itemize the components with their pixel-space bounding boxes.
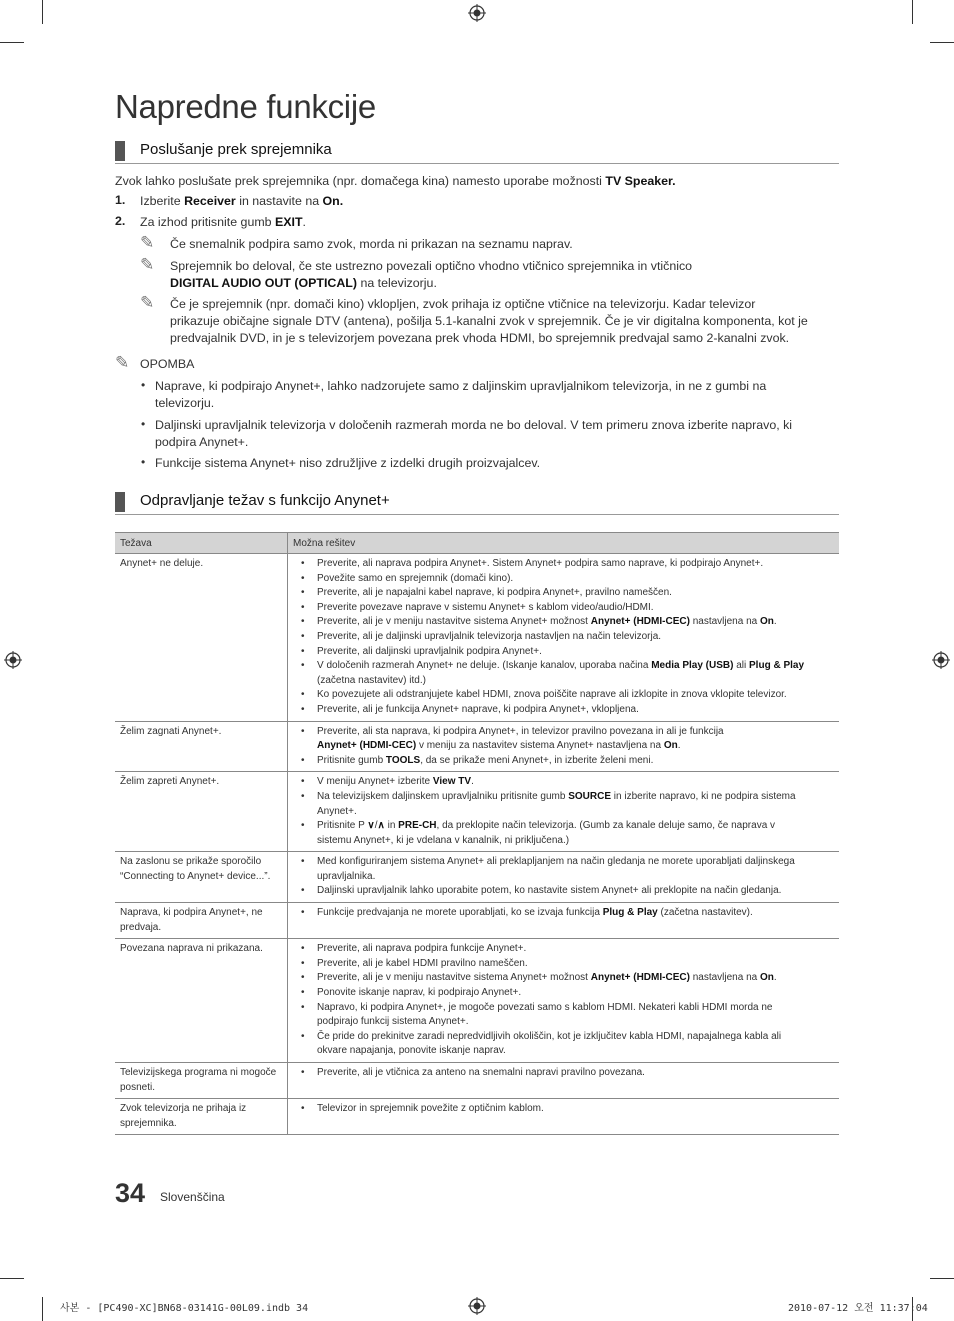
step-text-bold: On. bbox=[322, 194, 344, 208]
registration-mark-icon bbox=[468, 4, 486, 22]
step-text-part: in nastavite na bbox=[235, 194, 323, 208]
solution-cell bbox=[288, 1099, 840, 1135]
column-header: Težava bbox=[115, 533, 288, 554]
note-text: Sprejemnik bo deloval, če ste ustrezno povezali optično vhodno vtičnico sprejemnika in vtičnico bbox=[170, 259, 693, 273]
list-item: • Daljinski upravljalnik lahko uporabite potem, ko nastavite sistem Anynet+ ali preklopite na način gledanja. bbox=[293, 884, 834, 899]
page-number: 34 bbox=[115, 1178, 146, 1208]
problem-cell: Naprava, ki podpira Anynet+, ne predvaja. bbox=[115, 903, 288, 939]
bullet-dot: • bbox=[301, 725, 305, 737]
crop-mark bbox=[0, 42, 24, 43]
pencil-note-icon: ✎ bbox=[140, 233, 155, 252]
list-item: • V določenih razmerah Anynet+ ne deluje. (Iskanje kanalov, uporaba načina Media Play (USB) ali Plug & Play (začetna nastavitev) itd.) bbox=[301, 660, 805, 686]
bullet-dot: • bbox=[141, 378, 146, 392]
list-item: • Na televizijskem daljinskem upravljalniku pritisnite gumb SOURCE in izberite napravo, ki ne podpira sistema Anynet+. bbox=[301, 790, 796, 817]
solution-cell bbox=[288, 903, 840, 939]
problem-cell: Na zaslonu se prikaže sporočilo “Connecting to Anynet+ device...”. bbox=[115, 852, 288, 903]
bullet-dot: • bbox=[301, 790, 305, 802]
bullet-text: Naprave, ki podpirajo Anynet+, lahko nadzorujete samo z daljinskim upravljalnikom televizorja, in ne z gumbi na bbox=[155, 379, 767, 393]
registration-mark-icon bbox=[932, 651, 950, 669]
bullet-dot: • bbox=[301, 587, 305, 599]
list-item: • Funkcije predvajanja ne morete uporabljati, ko se izvaja funkcija Plug & Play (začetna nastavitev). bbox=[293, 906, 834, 921]
column-header: Možna rešitev bbox=[288, 533, 840, 554]
list-item: • Preverite, ali naprava podpira Anynet+. Sistem Anynet+ podpira samo naprave, ki podpirajo Anynet+. bbox=[293, 557, 834, 572]
list-item: • Med konfiguriranjem sistema Anynet+ ali preklapljanjem na način gledanja ne morete uporabljati daljinskega upravljalnika. bbox=[301, 856, 795, 882]
list-item: • Preverite, ali je vtičnica za anteno na snemalni napravi pravilno povezana. bbox=[293, 1066, 834, 1081]
solution-cell bbox=[288, 939, 840, 1063]
crop-mark bbox=[42, 1297, 43, 1321]
note-text: Če snemalnik podpira samo zvok, morda ni prikazan na seznamu naprav. bbox=[170, 237, 573, 251]
list-item: • Če pride do prekinitve zaradi nepredvidljivih okoliščin, kot je izključitev kabla HDMI, napajalnega kabla ali okvare napajanja, ponovite iskanje naprav. bbox=[301, 1030, 782, 1057]
bullet-dot: • bbox=[301, 776, 305, 788]
bullet-dot: • bbox=[301, 703, 305, 715]
section-bar bbox=[115, 141, 125, 161]
pencil-note-icon: ✎ bbox=[115, 353, 130, 372]
problem-cell: Televizijskega programa ni mogoče posneti. bbox=[115, 1063, 288, 1099]
solution-cell bbox=[288, 1063, 840, 1099]
bullet-text: Funkcije sistema Anynet+ niso združljive z izdelki drugih proizvajalcev. bbox=[155, 456, 541, 470]
list-item: • Pritisnite gumb TOOLS, da se prikaže meni Anynet+, in izberite želeni meni. bbox=[293, 754, 834, 769]
bullet-dot: • bbox=[301, 689, 305, 701]
step-number: 1. bbox=[115, 193, 126, 207]
bullet-text: Daljinski upravljalnik televizorja v določenih razmerah morda ne bo deloval. V tem primeru znova izberite napravo, ki bbox=[155, 418, 793, 432]
section-bar bbox=[115, 492, 125, 512]
intro-text: Zvok lahko poslušate prek sprejemnika (npr. domačega kina) namesto uporabe možnosti bbox=[115, 174, 606, 188]
step-text-bold: Receiver bbox=[184, 194, 236, 208]
section-heading-text: Odpravljanje težav s funkcijo Anynet+ bbox=[140, 492, 390, 509]
list-item: • Preverite, ali je daljinski upravljalnik televizorja nastavljen na način televizorja. bbox=[293, 630, 834, 645]
table-row bbox=[115, 721, 839, 772]
bullet-dot: • bbox=[301, 820, 305, 832]
bullet-dot: • bbox=[301, 907, 305, 919]
step-text bbox=[140, 193, 343, 210]
registration-mark-icon bbox=[468, 1297, 486, 1315]
solution-cell bbox=[288, 554, 840, 722]
bullet-dot: • bbox=[301, 957, 305, 969]
list-item: • Televizor in sprejemnik povežite z optičnim kablom. bbox=[293, 1102, 834, 1117]
note-bold: DIGITAL AUDIO OUT (OPTICAL) bbox=[170, 276, 357, 290]
bullet-dot: • bbox=[141, 455, 146, 469]
list-item: • V meniju Anynet+ izberite View TV. bbox=[293, 775, 834, 790]
solution-cell bbox=[288, 721, 840, 772]
bullet-dot: • bbox=[301, 1103, 305, 1115]
bullet-dot: • bbox=[301, 885, 305, 897]
pencil-note-icon: ✎ bbox=[140, 293, 155, 312]
bullet-dot: • bbox=[301, 601, 305, 613]
intro-paragraph bbox=[115, 173, 676, 190]
list-item: • Preverite, ali je funkcija Anynet+ naprave, ki podpira Anynet+, vklopljena. bbox=[293, 703, 834, 718]
registration-mark-icon bbox=[4, 651, 22, 669]
table-row bbox=[115, 1063, 839, 1099]
list-item: • Preverite, ali daljinski upravljalnik podpira Anynet+. bbox=[293, 645, 834, 660]
problem-cell: Želim zapreti Anynet+. bbox=[115, 772, 288, 852]
footer-file: 사본 - [PC490-XC]BN68-03141G-00L09.indb 34 bbox=[60, 1303, 309, 1314]
step-number: 2. bbox=[115, 214, 126, 228]
crop-mark bbox=[0, 1278, 24, 1279]
bullet-dot: • bbox=[301, 558, 305, 569]
crop-mark bbox=[42, 0, 43, 24]
footer-date: 2010-07-12 오전 11:37:04 bbox=[788, 1303, 928, 1314]
bullet-dot: • bbox=[301, 1067, 305, 1078]
note-text: prikazuje običajne signale DTV (antena), pošilja 5.1-kanalni zvok v sprejemnik. Če je vir digitalna komponenta, kot je bbox=[170, 314, 808, 328]
bullet-dot: • bbox=[301, 856, 305, 868]
bullet-dot: • bbox=[301, 645, 305, 657]
list-item: • Ponovite iskanje naprav, ki podpirajo Anynet+. bbox=[293, 986, 834, 1001]
bullet-text: podpira Anynet+. bbox=[155, 435, 249, 449]
table-row bbox=[115, 1099, 839, 1135]
list-item: • Preverite, ali je napajalni kabel naprave, ki podpira Anynet+, pravilno nameščen. bbox=[293, 586, 834, 601]
crop-mark bbox=[930, 42, 954, 43]
bullet-dot: • bbox=[301, 972, 305, 984]
step-text-part: Izberite bbox=[140, 194, 185, 208]
list-item: • Preverite, ali je v meniju nastavitve sistema Anynet+ možnost Anynet+ (HDMI-CEC) nastavljena na On. bbox=[293, 971, 834, 986]
list-item: • Napravo, ki podpira Anynet+, je mogoče povezati samo s kablom HDMI. Nekateri kabli HDMI morda ne podpirajo funkcij sistema Anynet+. bbox=[301, 1001, 773, 1028]
list-item: • Preverite, ali naprava podpira funkcije Anynet+. bbox=[293, 942, 834, 957]
pencil-note-icon: ✎ bbox=[140, 255, 155, 274]
bullet-dot: • bbox=[141, 417, 146, 431]
note-text-part: na televizorju. bbox=[357, 276, 437, 290]
list-item: • Povežite samo en sprejemnik (domači kino). bbox=[293, 572, 834, 587]
problem-cell: Povezana naprava ni prikazana. bbox=[115, 939, 288, 1063]
page-title: Napredne funkcije bbox=[115, 88, 376, 125]
step-text-bold: EXIT bbox=[274, 215, 303, 229]
problem-cell: Anynet+ ne deluje. bbox=[115, 554, 288, 722]
section-heading bbox=[115, 139, 839, 164]
note-label: OPOMBA bbox=[140, 357, 195, 371]
bullet-dot: • bbox=[301, 1001, 305, 1013]
step-text bbox=[140, 214, 306, 231]
solution-cell bbox=[288, 852, 840, 903]
crop-mark bbox=[930, 1278, 954, 1279]
note-text: predvajalnik DVD, in je s televizorjem povezana prek vhoda HDMI, bo sprejemnik predvajal samo 2-kanalni zvok. bbox=[170, 331, 790, 345]
table-header-row bbox=[115, 533, 839, 554]
bullet-dot: • bbox=[301, 754, 305, 766]
step-text-part: . bbox=[302, 215, 306, 229]
table-row bbox=[115, 939, 839, 1063]
step-text-part: Za izhod pritisnite gumb bbox=[140, 215, 275, 229]
solution-cell bbox=[288, 772, 840, 852]
crop-mark bbox=[912, 0, 913, 24]
page-language: Slovenščina bbox=[160, 1190, 225, 1204]
table-row bbox=[115, 554, 839, 722]
table-row bbox=[115, 772, 839, 852]
table-row bbox=[115, 903, 839, 939]
note-text: Če je sprejemnik (npr. domači kino) vklopljen, zvok prihaja iz optične vtičnice na televizorju. Kadar televizor bbox=[170, 297, 756, 311]
bullet-dot: • bbox=[301, 943, 305, 955]
problem-cell: Zvok televizorja ne prihaja iz sprejemnika. bbox=[115, 1099, 288, 1135]
note-text bbox=[170, 275, 437, 292]
bullet-dot: • bbox=[301, 1030, 305, 1042]
section-heading-text: Poslušanje prek sprejemnika bbox=[140, 141, 332, 158]
bullet-dot: • bbox=[301, 630, 305, 642]
list-item: • Preverite, ali je kabel HDMI pravilno nameščen. bbox=[293, 957, 834, 972]
list-item: • Preverite, ali je v meniju nastavitve sistema Anynet+ možnost Anynet+ (HDMI-CEC) nastavljena na On. bbox=[293, 615, 834, 630]
bullet-dot: • bbox=[301, 987, 305, 999]
intro-bold: TV Speaker. bbox=[605, 174, 676, 188]
problem-cell: Želim zagnati Anynet+. bbox=[115, 721, 288, 772]
list-item: • Ko povezujete ali odstranjujete kabel HDMI, znova poiščite naprave ali izklopite in znova vklopite televizor. bbox=[293, 688, 834, 703]
bullet-dot: • bbox=[301, 616, 305, 628]
list-item: • Preverite povezave naprave v sistemu Anynet+ s kablom video/audio/HDMI. bbox=[293, 601, 834, 616]
troubleshooting-table bbox=[115, 532, 839, 1135]
bullet-dot: • bbox=[301, 660, 305, 672]
list-item: • Pritisnite P ∨/∧ in PRE-CH, da preklopite način televizorja. (Gumb za kanale deluje samo, če naprava v sistemu Anynet+, ki je vdelana v kanalnik, ni priključena.) bbox=[301, 820, 776, 846]
bullet-text: televizorju. bbox=[155, 396, 215, 410]
bullet-dot: • bbox=[301, 572, 305, 584]
table-row bbox=[115, 852, 839, 903]
table-body bbox=[115, 554, 839, 1135]
section-heading bbox=[115, 490, 839, 515]
list-item: • Preverite, ali sta naprava, ki podpira Anynet+, in televizor pravilno povezana in ali je funkcija Anynet+ (HDMI-CEC) v meniju za nastavitev sistema Anynet+ nastavljena na On. bbox=[301, 725, 724, 752]
